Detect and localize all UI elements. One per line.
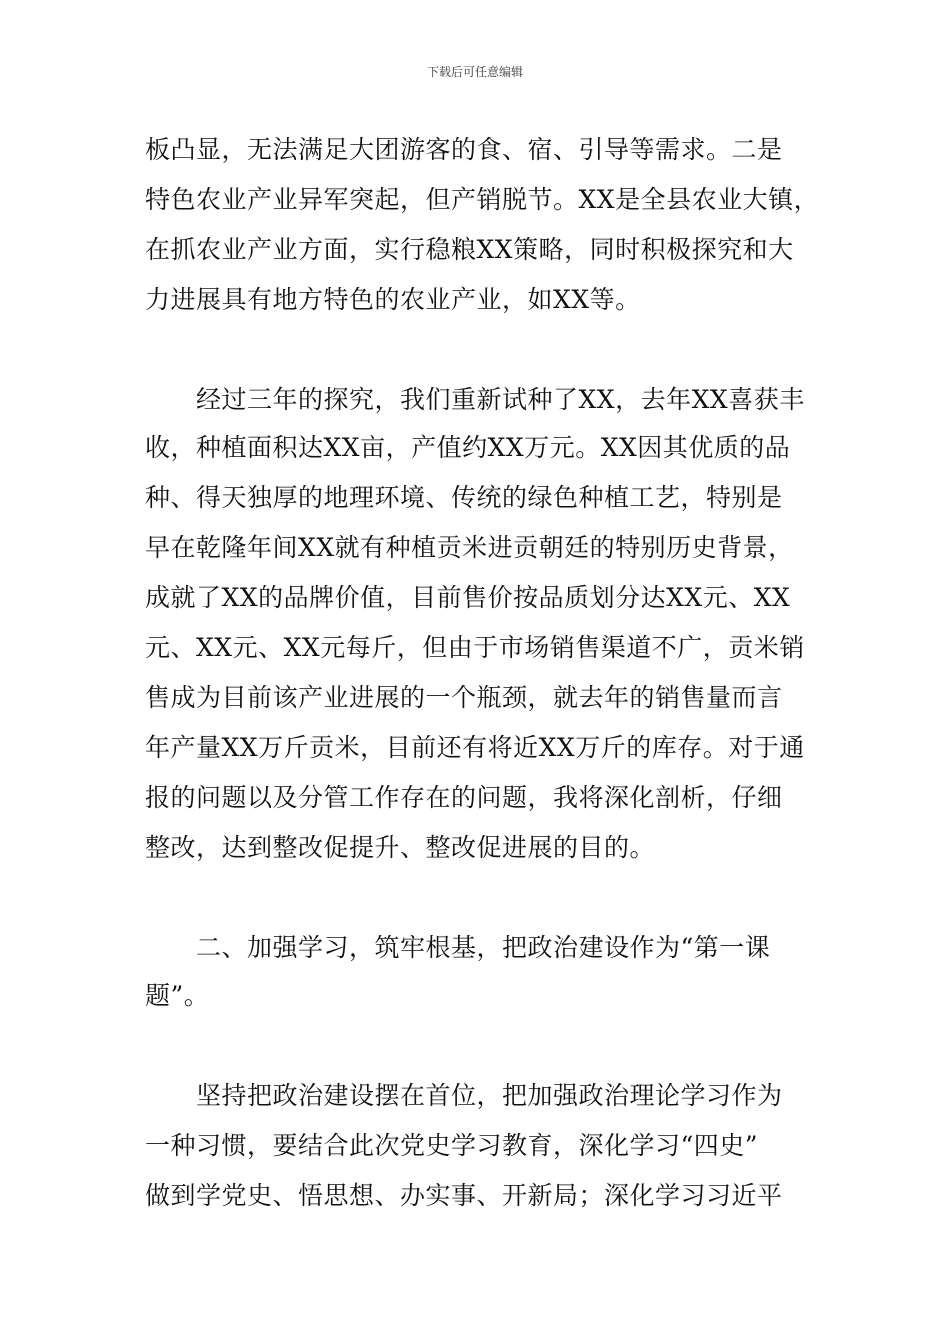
text-line: 特色农业产业异军突起，但产销脱节。XX是全县农业大镇， bbox=[145, 185, 820, 214]
text-line: 收，种植面积达XX亩，产值约XX万元。XX因其优质的品 bbox=[145, 433, 791, 462]
text-line: 板凸显，无法满足大团游客的食、宿、引导等需求。二是 bbox=[145, 135, 783, 164]
text-line: 成就了XX的品牌价值，目前售价按品质划分达XX元、XX bbox=[145, 583, 791, 612]
text-line: 年产量XX万斤贡米，目前还有将近XX万斤的库存。对于通 bbox=[145, 733, 805, 762]
text-line: 经过三年的探究，我们重新试种了XX，去年XX喜获丰 bbox=[145, 385, 805, 414]
text-line: 做到学党史、悟思想、办实事、开新局；深化学习习近平 bbox=[145, 1181, 783, 1210]
text-line: 二、加强学习，筑牢根基，把政治建设作为“第一课 bbox=[145, 933, 771, 962]
text-line: 整改，达到整改促提升、整改促进展的目的。 bbox=[145, 833, 656, 862]
text-line: 一种习惯，要结合此次党史学习教育，深化学习“四史” bbox=[145, 1131, 759, 1160]
text-line: 题”。 bbox=[145, 981, 210, 1010]
text-line: 报的问题以及分管工作存在的问题，我将深化剖析，仔细 bbox=[145, 783, 783, 812]
page-header: 下载后可任意编辑 bbox=[426, 65, 523, 79]
text-line: 种、得天独厚的地理环境、传统的绿色种植工艺，特别是 bbox=[145, 483, 783, 512]
text-line: 售成为目前该产业进展的一个瓶颈，就去年的销售量而言 bbox=[145, 683, 783, 712]
text-line: 力进展具有地方特色的农业产业，如XX等。 bbox=[145, 285, 641, 314]
text-line: 在抓农业产业方面，实行稳粮XX策略，同时积极探究和大 bbox=[145, 235, 794, 264]
text-line: 坚持把政治建设摆在首位，把加强政治理论学习作为 bbox=[145, 1081, 783, 1110]
text-line: 元、XX元、XX元每斤，但由于市场销售渠道不广，贡米销 bbox=[145, 633, 805, 662]
text-line: 早在乾隆年间XX就有种植贡米进贡朝廷的特别历史背景， bbox=[145, 533, 794, 562]
